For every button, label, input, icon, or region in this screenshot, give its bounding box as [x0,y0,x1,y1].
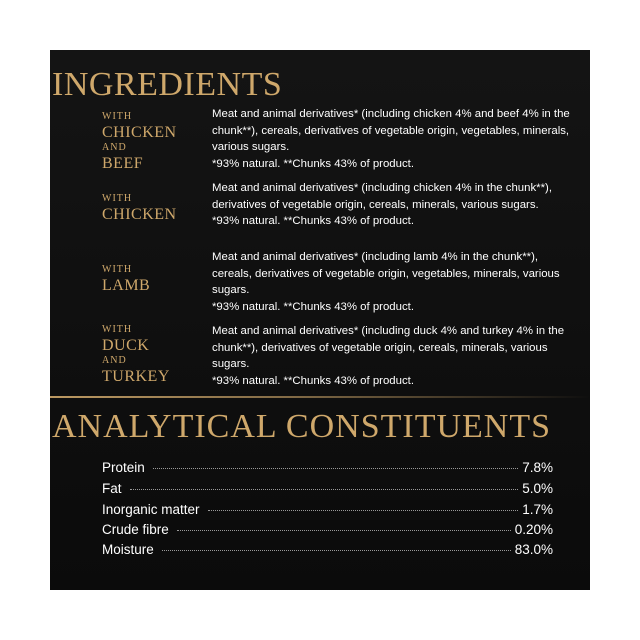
variety-ingredients-chicken [212,180,578,230]
variety-label-line: LAMB [102,277,151,294]
ingredients-text: Meat and animal derivatives* (including chicken 4% and beef 4% in the chunk**), cereals, derivatives of vegetable origin, vegetables, minerals, various sugars. [212,108,570,153]
ingredients-text: Meat and animal derivatives* (including chicken 4% in the chunk**), derivatives of vegetable origin, cereals, minerals, various sugars. [212,182,553,211]
dot-leader [162,550,511,551]
dot-leader [130,489,519,490]
variety-label-line: WITH [102,264,133,275]
ingredients-title: INGREDIENTS [52,66,283,103]
constituent-row-protein [102,460,553,480]
variety-label-line: CHICKEN [102,206,177,223]
variety-ingredients-duck-turkey [212,323,578,389]
variety-label-line: TURKEY [102,368,170,385]
constituent-value: 5.0% [522,481,553,496]
ingredients-footnote: *93% natural. **Chunks 43% of product. [212,374,414,387]
variety-label-chicken [102,192,202,224]
ingredients-text: Meat and animal derivatives* (including lamb 4% in the chunk**), cereals, derivatives of vegetable origin, vegetables, minerals, various sugars. [212,251,560,296]
ingredients-text: Meat and animal derivatives* (including duck 4% and turkey 4% in the chunk**), derivatives of vegetable origin, cereals, minerals, various sugars. [212,325,565,370]
dot-leader [153,468,518,469]
constituent-value: 1.7% [522,502,553,517]
section-divider [50,396,590,398]
constituent-value: 83.0% [514,542,553,557]
constituent-name: Crude fibre [102,522,169,537]
constituent-value: 0.20% [514,522,553,537]
variety-ingredients-lamb [212,249,578,315]
constituent-row-fat [102,481,553,501]
variety-label-line: CHICKEN [102,124,177,141]
dot-leader [208,510,519,511]
ingredients-footnote: *93% natural. **Chunks 43% of product. [212,300,414,313]
variety-label-line: WITH [102,193,133,204]
constituent-name: Moisture [102,542,154,557]
variety-label-line: AND [102,142,127,153]
constituent-name: Protein [102,460,145,475]
ingredients-footnote: *93% natural. **Chunks 43% of product. [212,215,414,227]
ingredients-footnote: *93% natural. **Chunks 43% of product. [212,157,414,170]
variety-label-line: DUCK [102,337,150,354]
variety-label-line: WITH [102,324,133,335]
constituent-row-crude-fibre [102,522,553,542]
analytical-constituents-title: ANALYTICAL CONSTITUENTS [52,408,552,445]
variety-ingredients-chicken-beef [212,106,578,172]
constituent-row-moisture [102,542,553,562]
variety-label-line: AND [102,355,127,366]
constituent-name: Fat [102,481,122,496]
variety-label-lamb [102,263,202,295]
variety-label-line: WITH [102,111,133,122]
constituent-row-inorganic-matter [102,502,553,522]
constituent-value: 7.8% [522,460,553,475]
variety-label-line: BEEF [102,155,144,172]
variety-label-chicken-beef [102,110,202,173]
constituent-name: Inorganic matter [102,502,200,517]
variety-label-duck-turkey [102,323,202,386]
dot-leader [177,530,511,531]
